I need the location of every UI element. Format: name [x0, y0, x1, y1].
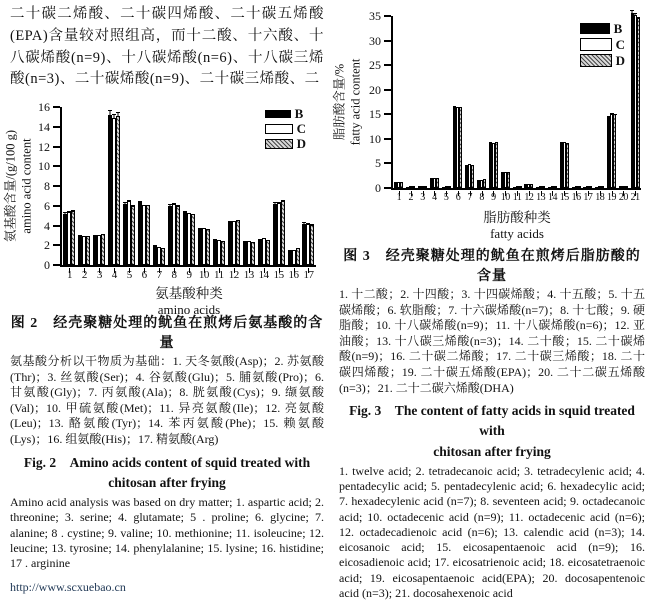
bar-D-17: [310, 225, 314, 265]
x-tick-label: 10: [198, 269, 209, 281]
y-axis-tick: [384, 15, 391, 17]
y-axis-tick: [384, 162, 391, 164]
error-bar-cap: [613, 114, 617, 115]
fig2-notes-en: Amino acid analysis was based on dry matter; 1. aspartic acid; 2. threonine; 3. serine; 4. glutamate; 5 . proline; 6. glycine; 7. alanine; 8 . cystine; 9. valine; 10. methionine; 11. isoleucine; 12. leucine; 13. tyrosine; 14. phenylalanine; 15. lysine; 16. histidine; 17 . arginine: [10, 495, 324, 570]
y-axis-tick: [384, 138, 391, 140]
error-bar-cap: [636, 17, 640, 18]
fig3-bar-chart: [332, 2, 645, 242]
fig3-caption-cn: 图 3 经壳聚糖处理的鱿鱼在煎烤后脂肪酸的含量: [343, 249, 641, 284]
x-tick-label: 8: [479, 192, 484, 203]
legend: [265, 107, 306, 152]
bar-D-2: [86, 236, 90, 265]
fig3-caption-en-line2: chitosan after frying: [433, 443, 551, 459]
x-tick-label: 7: [467, 192, 473, 203]
bar-group-13: [241, 107, 256, 265]
legend-label-D: D: [615, 53, 625, 68]
bar-group-5: [122, 107, 137, 265]
x-tick-label: 12: [524, 192, 534, 203]
x-tick-label: 4: [432, 192, 437, 203]
bar-group-15: [558, 16, 570, 188]
x-tick-label: 13: [243, 269, 254, 281]
x-tick-label: 5: [126, 269, 132, 281]
y-axis-tick: [53, 126, 60, 128]
legend: [580, 22, 625, 70]
legend-swatch-C: [265, 124, 293, 134]
bar-group-13: [535, 16, 547, 188]
fig2-caption-en-line2: chitosan after frying: [108, 474, 226, 490]
y-tick-label: 5: [375, 156, 381, 171]
legend-swatch-C: [580, 38, 612, 51]
legend-swatch-D: [580, 54, 612, 67]
bar-D-4: [116, 116, 120, 265]
y-axis-title: [332, 59, 363, 146]
y-axis-title-en: fatty acid content: [348, 58, 362, 146]
y-axis-tick: [384, 187, 391, 189]
bar-group-11: [511, 16, 523, 188]
error-bar-cap: [172, 203, 176, 204]
error-bar-cap: [108, 110, 112, 111]
x-tick-label: 17: [583, 192, 593, 203]
x-tick-label: 14: [547, 192, 557, 203]
y-tick-label: 6: [44, 198, 50, 213]
bar-D-5: [448, 186, 451, 188]
error-bar-cap: [131, 205, 135, 206]
bar-D-11: [221, 241, 225, 265]
bar-D-11: [519, 186, 522, 188]
bar-group-4: [428, 16, 440, 188]
y-axis-title-en: amino acid content: [19, 138, 33, 234]
x-axis-title-cn: 氨基酸种类: [155, 286, 223, 301]
bar-group-7: [464, 16, 476, 188]
y-tick-label: 2: [44, 238, 50, 253]
bar-D-7: [471, 165, 474, 188]
bar-D-14: [266, 240, 270, 265]
x-tick-label: 11: [512, 192, 522, 203]
x-tick-label: 16: [571, 192, 581, 203]
x-tick-label: 19: [607, 192, 617, 203]
legend-item-D: [580, 54, 625, 67]
bar-group-5: [440, 16, 452, 188]
bar-group-3: [417, 16, 429, 188]
y-tick-label: 16: [38, 100, 50, 114]
x-tick-label: 7: [156, 269, 162, 281]
legend-label-C: C: [296, 121, 306, 136]
legend-swatch-B: [580, 23, 610, 34]
error-bar-cap: [310, 224, 314, 225]
bar-D-8: [176, 206, 180, 265]
y-axis-title: [3, 130, 34, 242]
bar-D-6: [459, 107, 462, 188]
bar-group-14: [547, 16, 559, 188]
legend-label-B: B: [613, 21, 623, 36]
error-bar-cap: [176, 205, 180, 206]
y-tick-label: 35: [369, 9, 381, 23]
x-tick-label: 15: [273, 269, 284, 281]
y-axis-tick: [53, 264, 60, 266]
x-tick-label: 18: [595, 192, 605, 203]
x-tick-label: 6: [141, 269, 147, 281]
x-tick-label: 11: [214, 269, 224, 281]
bar-group-9: [488, 16, 500, 188]
legend-item-D: [265, 137, 306, 150]
bar-D-13: [542, 186, 545, 188]
bar-group-4: [107, 107, 122, 265]
intro-paragraph: 二十碳二烯酸、二十碳四烯酸、二十碳五烯酸(EPA)含量较对照组高，而十二酸、十六酸、十八碳烯酸(n=9)、十八碳烯酸(n=6)、十八碳三烯酸(n=3)、二十碳烯酸(n=9)、二十碳三烯酸、二: [10, 6, 324, 88]
error-bar-cap: [127, 200, 131, 201]
left-column: [3, 4, 324, 595]
bar-D-19: [613, 114, 616, 188]
x-tick-label: 16: [288, 269, 299, 281]
y-tick-label: 25: [369, 58, 381, 73]
bar-group-2: [77, 107, 92, 265]
bar-group-10: [499, 16, 511, 188]
bar-group-10: [196, 107, 211, 265]
bar-group-7: [152, 107, 167, 265]
bar-D-20: [625, 186, 628, 188]
bar-group-12: [523, 16, 535, 188]
y-axis-tick: [384, 89, 391, 91]
bar-group-6: [137, 107, 152, 265]
error-bar-cap: [630, 10, 634, 11]
x-tick-label: 15: [559, 192, 569, 203]
bar-group-8: [476, 16, 488, 188]
fig3-caption-en-line1: Fig. 3 The content of fatty acids in squid treated with: [349, 403, 635, 439]
right-column: [332, 2, 645, 601]
legend-item-C: [580, 38, 625, 51]
fig3-caption-en: [339, 401, 645, 462]
y-tick-label: 0: [375, 181, 381, 195]
x-tick-labels: [393, 193, 641, 203]
bar-D-9: [495, 142, 498, 188]
bar-group-21: [629, 16, 641, 188]
bar-D-12: [236, 220, 240, 265]
bar-D-15: [281, 201, 285, 265]
x-tick-label: 17: [303, 269, 314, 281]
fig3-notes-cn: 1. 十二酸；2. 十四酸；3. 十四碳烯酸；4. 十五酸；5. 十五碳烯酸；6. 软脂酸；7. 十六碳烯酸(n=7)；8. 十七酸；9. 硬脂酸；10. 十八碳烯酸(n=9)；11. 十八碳烯酸(n=6)；12. 亚油酸；13. 十八碳三烯酸(n=3)；14. 二十酸；15. 二十碳烯酸(n=9)；16. 二十碳二烯酸；17. 二十碳三烯酸；18. 二十碳四烯酸；19. 二十碳五烯酸(EPA)；20. 二十二碳五烯酸(n=3)；21. 二十二碳六烯酸(DHA): [339, 287, 645, 395]
bar-D-13: [251, 242, 255, 265]
x-tick-label: 8: [171, 269, 177, 281]
legend-label-C: C: [615, 37, 625, 52]
y-axis-tick: [53, 106, 60, 108]
bar-D-10: [507, 172, 510, 188]
bar-group-9: [182, 107, 197, 265]
x-axis-title-en: fatty acids: [490, 226, 544, 242]
bar-D-8: [483, 179, 486, 188]
y-tick-label: 12: [38, 139, 50, 154]
bar-group-2: [405, 16, 417, 188]
x-axis-title-cn: 脂肪酸种类: [483, 210, 551, 225]
legend-item-C: [265, 122, 306, 135]
x-tick-label: 5: [443, 192, 449, 203]
y-axis-tick: [384, 40, 391, 42]
y-tick-label: 10: [369, 131, 381, 146]
x-tick-label: 12: [228, 269, 239, 281]
bar-D-14: [554, 186, 557, 188]
fig3-notes-en: 1. twelve acid; 2. tetradecanoic acid; 3. tetradecylenic acid; 4. pentadecylic acid; 5. pentadecylenic acid; 6. hexadecylic acid; 7. hexadecylenic acid (n=7); 8. seventeen acid; 9. octadecanoic acid; 10. octadecenic acid (n=9); 11. octadecenic acid (n=6); 12. octadecadienoic acid (n=6); 13. calendic acid (n=3); 14. eicosanoic acid; 15. eicosapentaenoic acid (n=9); 16. eicosadienoic acid; 17. eicosatrienoic acid; 18. eicosatetraenoic acid; 19. eicosapentaenoic acid(EPA); 20. docosapentenoic acid (n=3); 21. docosahexenoic acid: [339, 463, 645, 600]
bar-D-16: [578, 186, 581, 188]
fig2-caption-en-line1: Fig. 2 Amino acids content of squid treated with: [23, 454, 311, 470]
y-tick-label: 8: [44, 179, 50, 193]
y-axis-tick: [53, 185, 60, 187]
bar-D-9: [191, 214, 195, 265]
bar-D-1: [400, 182, 403, 188]
journal-url: http://www.scxuebao.cn: [10, 580, 126, 595]
y-tick-label: 14: [38, 119, 50, 134]
bar-D-1: [71, 211, 75, 265]
x-tick-label: 14: [258, 269, 269, 281]
y-axis-tick: [53, 244, 60, 246]
legend-swatch-D: [265, 139, 293, 149]
x-tick-label: 21: [630, 192, 640, 203]
x-tick-label: 2: [81, 269, 87, 281]
x-tick-label: 1: [396, 192, 402, 203]
bar-D-4: [436, 178, 439, 188]
y-tick-label: 20: [369, 82, 381, 97]
y-axis-tick: [53, 146, 60, 148]
x-axis-title: [393, 210, 641, 242]
fig2-caption-cn: 图 2 经壳聚糖处理的鱿鱼在煎烤后氨基酸的含量: [10, 316, 324, 351]
x-tick-labels: [62, 270, 316, 281]
bar-D-21: [637, 18, 640, 188]
legend-label-D: D: [296, 136, 306, 151]
bar-group-1: [62, 107, 77, 265]
x-tick-label: 1: [66, 269, 72, 281]
y-axis-tick: [384, 113, 391, 115]
bar-group-1: [393, 16, 405, 188]
x-tick-label: 20: [618, 192, 628, 203]
bar-D-15: [566, 143, 569, 188]
bar-D-2: [412, 186, 415, 188]
error-bar-cap: [71, 210, 75, 211]
x-tick-label: 6: [455, 192, 461, 203]
x-tick-label: 9: [491, 192, 496, 203]
y-axis-tick: [53, 205, 60, 207]
bar-D-16: [296, 248, 300, 265]
bar-D-3: [424, 186, 427, 188]
bar-D-6: [146, 205, 150, 265]
y-tick-label: 10: [38, 159, 50, 174]
bar-group-12: [226, 107, 241, 265]
legend-swatch-B: [265, 110, 291, 118]
error-bar-cap: [633, 13, 637, 14]
y-axis-title-cn: 脂肪酸含量/%: [332, 63, 347, 141]
y-tick-label: 15: [369, 107, 381, 122]
y-tick-label: 0: [44, 258, 50, 272]
bar-D-3: [101, 234, 105, 265]
bar-group-3: [92, 107, 107, 265]
legend-label-B: B: [294, 106, 304, 121]
x-tick-label: 13: [536, 192, 546, 203]
bar-D-12: [530, 184, 533, 188]
fig2-caption-en: [10, 453, 324, 494]
error-bar-cap: [116, 112, 120, 113]
y-tick-label: 30: [369, 33, 381, 48]
plot-area: [3, 100, 316, 318]
bar-D-18: [601, 186, 604, 188]
legend-item-B: [265, 107, 306, 120]
bar-D-17: [589, 186, 592, 188]
y-axis-tick: [53, 225, 60, 227]
x-tick-label: 3: [96, 269, 102, 281]
y-axis-tick: [384, 64, 391, 66]
y-axis-title-cn: 氨基酸含量/(g/100 g): [3, 129, 18, 243]
x-tick-label: 4: [111, 269, 117, 281]
legend-item-B: [580, 22, 625, 35]
bar-D-7: [161, 248, 165, 265]
x-tick-label: 9: [186, 269, 192, 281]
x-axis-title-en: amino acids: [157, 302, 221, 318]
error-bar-cap: [281, 200, 285, 201]
bar-D-10: [206, 229, 210, 265]
x-tick-label: 3: [420, 192, 425, 203]
y-tick-label: 4: [44, 218, 50, 233]
x-axis-title: [62, 286, 316, 318]
fig2-notes-cn: 氨基酸分析以干物质为基础：1. 天冬氨酸(Asp)；2. 苏氨酸(Thr)；3. 丝氨酸(Ser)；4. 谷氨酸(Glu)；5. 脯氨酸(Pro)；6. 甘氨酸(Gly)；7. 丙氨酸(Ala)；8. 胱氨酸(Cys)；9. 缬氨酸(Val)；10. 甲硫氨酸(Met)；11. 异亮氨酸(Ile)；12. 亮氨酸(Leu)；13. 酪氨酸(Tyr)；14. 苯丙氨酸(Phe)；15. 赖氨酸(Lys)；16. 组氨酸(His)；17. 精氨酸(Arg): [10, 354, 324, 446]
bar-group-11: [211, 107, 226, 265]
y-axis-tick: [53, 165, 60, 167]
x-tick-label: 10: [500, 192, 510, 203]
fig2-bar-chart: [3, 97, 324, 318]
bar-group-6: [452, 16, 464, 188]
plot-area: [332, 9, 641, 242]
x-tick-label: 2: [408, 192, 413, 203]
bar-D-5: [131, 206, 135, 265]
bar-group-8: [167, 107, 182, 265]
